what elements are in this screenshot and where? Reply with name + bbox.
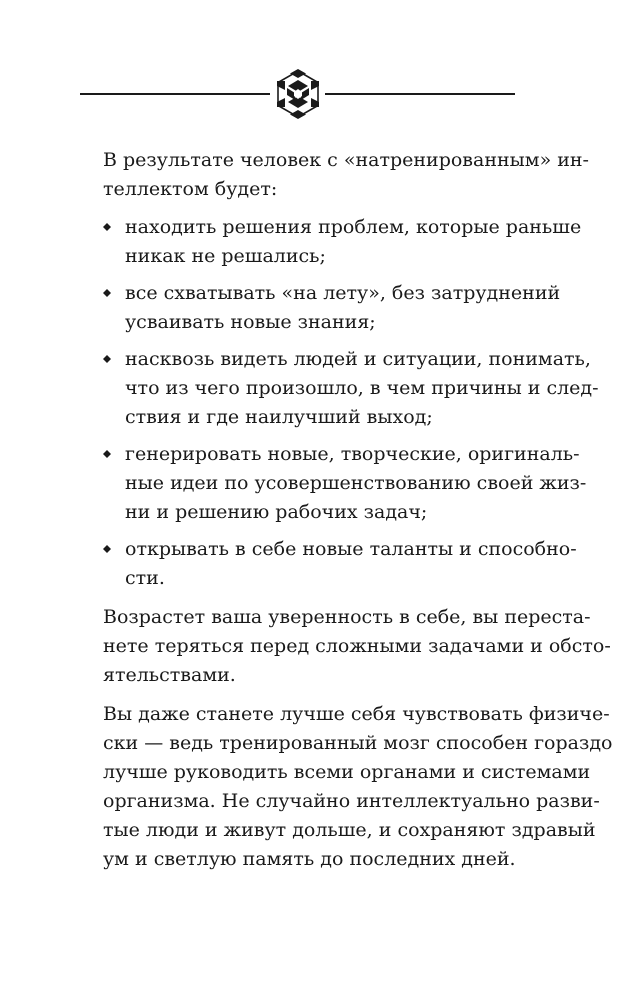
list-item [103,345,599,432]
text-line: тые люди и живут дольше, и сохраняют здравый [103,819,596,841]
ornament-rule-right [325,93,515,95]
list-item [103,440,587,527]
text-line: Вы даже станете лучше себя чувствовать физиче- [103,703,610,725]
diamond-bullet-icon [103,223,111,231]
text-line: нете теряться перед сложными задачами и обсто- [103,635,611,657]
text-line: генерировать новые, творческие, оригиналь- [125,443,580,465]
diamond-bullet-icon [103,450,111,458]
text-line: усваивать новые знания; [125,311,376,333]
text-line: насквозь видеть людей и ситуации, понимать, [125,348,591,370]
text-line: находить решения проблем, которые раньше [125,216,582,238]
paragraph-confidence [103,603,611,690]
paragraph-health [103,700,613,874]
text-line: В результате человек с «натренированным» ин- [103,149,589,171]
header-ornament [80,68,515,120]
diamond-bullet-icon [103,355,111,363]
text-line: теллектом будет: [103,178,278,200]
text-line: сти. [125,567,165,589]
text-line: ятельствами. [103,664,236,686]
bullet-list [103,213,599,593]
list-item [103,213,582,271]
text-line: ни и решению рабочих задач; [125,501,428,523]
text-line: открывать в себе новые таланты и способно- [125,538,577,560]
text-line: лучше руководить всеми органами и системами [103,761,591,783]
diamond-bullet-icon [103,545,111,553]
text-line: что из чего произошло, в чем причины и след- [125,377,599,399]
text-line: ски — ведь тренированный мозг способен гораздо [103,732,613,754]
text-line: все схватывать «на лету», без затруднений [125,282,561,304]
text-line: Возрастет ваша уверенность в себе, вы переста- [103,606,591,628]
text-line: ум и светлую память до последних дней. [103,848,516,870]
hexagonal-flower-icon [274,68,322,120]
text-line: никак не решались; [125,245,326,267]
text-line: организма. Не случайно интеллектуально разви- [103,790,600,812]
ornament-rule-left [80,93,270,95]
text-line: ствия и где наилучший выход; [125,406,433,428]
text-line: ные идеи по усовершенствованию своей жиз- [125,472,587,494]
list-item [103,535,577,593]
paragraph-intro [103,146,589,204]
body-text [103,146,613,874]
diamond-bullet-icon [103,289,111,297]
list-item [103,279,561,337]
